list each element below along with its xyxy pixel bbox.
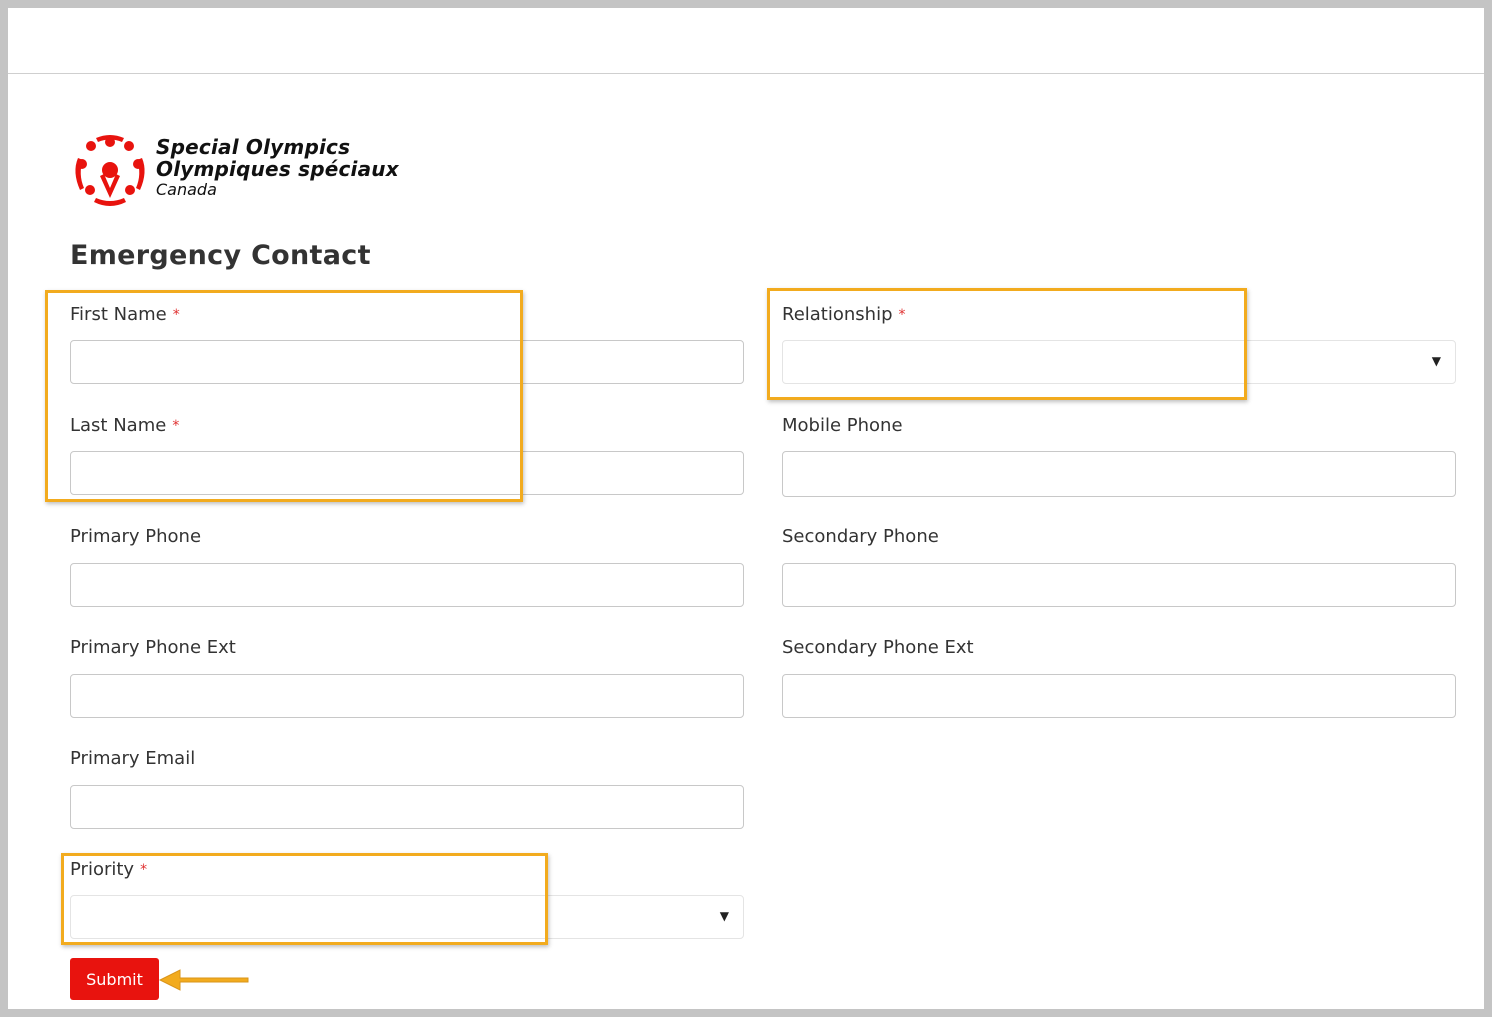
brand-line-2: Olympiques spéciaux — [156, 157, 399, 181]
primary-phone-label: Primary Phone — [70, 526, 202, 547]
browser-frame — [8, 8, 1484, 1009]
highlight-box-priority — [61, 853, 548, 945]
primary-phone-input[interactable] — [70, 563, 744, 607]
secondary-phone-label: Secondary Phone — [782, 526, 939, 547]
brand-line-1: Special Olympics — [156, 135, 351, 159]
special-olympics-logo-icon — [70, 132, 150, 208]
mobile-phone-input[interactable] — [782, 451, 1456, 497]
top-bar — [8, 8, 1484, 74]
required-marker: * — [172, 418, 180, 434]
secondary-phone-ext-label: Secondary Phone Ext — [782, 637, 974, 658]
brand-wordmark — [156, 136, 399, 200]
required-marker: * — [898, 307, 906, 323]
page-title: Emergency Contact — [70, 240, 371, 271]
brand-logo — [70, 132, 450, 208]
secondary-phone-input[interactable] — [782, 563, 1456, 607]
last-name-label-text: Last Name — [70, 415, 167, 436]
primary-phone-ext-input[interactable] — [70, 674, 744, 718]
brand-line-3: Canada — [156, 180, 217, 199]
dropdown-caret-icon: ▼ — [719, 909, 729, 923]
primary-email-label: Primary Email — [70, 748, 196, 769]
relationship-label-text: Relationship — [782, 304, 893, 325]
primary-email-input[interactable] — [70, 785, 744, 829]
priority-label-text: Priority — [70, 859, 135, 880]
highlight-box-relationship — [767, 288, 1247, 400]
highlight-box-name-fields — [45, 290, 523, 502]
required-marker: * — [172, 307, 180, 323]
primary-phone-ext-label: Primary Phone Ext — [70, 637, 236, 658]
required-marker: * — [140, 862, 148, 878]
secondary-phone-ext-input[interactable] — [782, 674, 1456, 718]
arrow-left-icon — [158, 964, 250, 996]
dropdown-caret-icon: ▼ — [1431, 354, 1441, 368]
first-name-label-text: First Name — [70, 304, 167, 325]
submit-button[interactable]: Submit — [70, 958, 159, 1000]
mobile-phone-label: Mobile Phone — [782, 415, 903, 436]
